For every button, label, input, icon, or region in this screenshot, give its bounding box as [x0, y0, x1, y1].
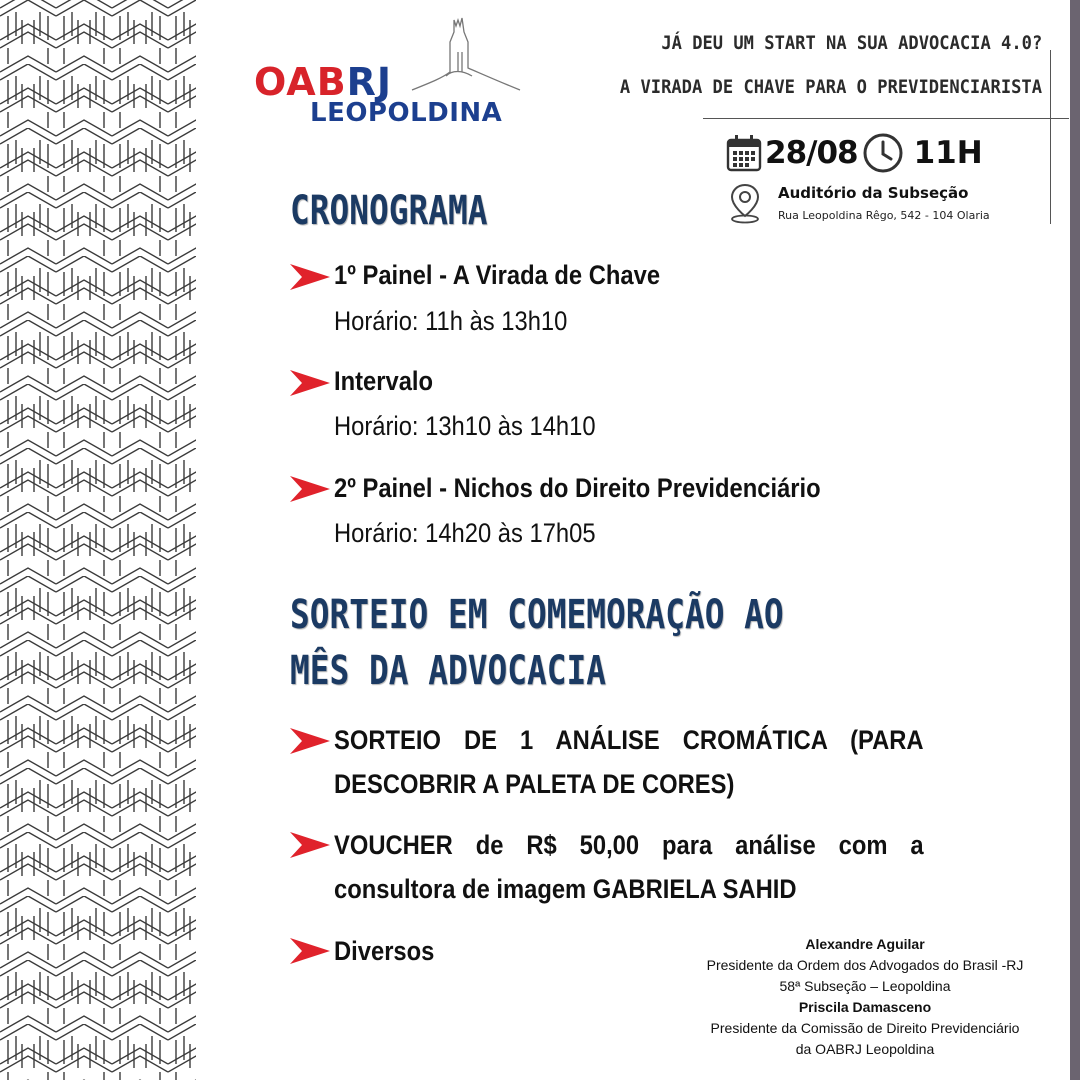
schedule-title: CRONOGRAMA — [290, 188, 488, 234]
clock-icon — [862, 132, 904, 174]
raffle-item-line: SORTEIO DE 1 ANÁLISE CROMÁTICA (PARA — [334, 725, 924, 755]
signer-role: da OABRJ Leopoldina — [795, 1041, 935, 1057]
arrow-bullet-icon — [288, 474, 332, 504]
arrow-bullet-icon — [288, 262, 332, 292]
date-time-row — [726, 132, 983, 174]
arrow-bullet-icon — [288, 936, 332, 966]
logo-subsection-text: LEOPOLDINA — [310, 98, 503, 128]
divider-vertical — [1050, 50, 1051, 224]
church-icon — [402, 12, 522, 92]
venue-address: Rua Leopoldina Rêgo, 542 - 104 Olaria — [778, 209, 990, 222]
logo-oab-text: OABRJ — [254, 60, 393, 104]
schedule-item-time: Horário: 11h às 13h10 — [334, 306, 568, 336]
geometric-pattern — [0, 0, 196, 1080]
raffle-item-line: consultora de imagem GABRIELA SAHID — [334, 874, 797, 904]
schedule-item-time: Horário: 14h20 às 17h05 — [334, 518, 596, 548]
signature-block — [670, 934, 1060, 1060]
schedule-item-title: Intervalo — [334, 366, 434, 396]
raffle-item-line: VOUCHER de R$ 50,00 para análise com a — [334, 830, 924, 860]
raffle-title-line-2: MÊS DA ADVOCACIA — [290, 648, 606, 694]
arrow-bullet-icon — [288, 368, 332, 398]
signer-name: Alexandre Aguilar — [805, 936, 925, 952]
event-date: 28/08 — [765, 135, 858, 171]
raffle-item-line: DESCOBRIR A PALETA DE CORES) — [334, 769, 735, 799]
venue-name: Auditório da Subseção — [778, 184, 969, 202]
signer-role: 58ª Subseção – Leopoldina — [779, 978, 951, 994]
schedule-item-title: 2º Painel - Nichos do Direito Previdenciário — [334, 473, 821, 503]
headline-line-1: JÁ DEU UM START NA SUA ADVOCACIA 4.0? — [661, 32, 1042, 54]
calendar-icon — [726, 134, 762, 172]
raffle-item-line: Diversos — [334, 936, 435, 966]
signer-role: Presidente da Comissão de Direito Previdenciário — [710, 1020, 1020, 1036]
schedule-item-title: 1º Painel - A Virada de Chave — [334, 260, 661, 290]
oabrj-logo — [252, 12, 522, 132]
schedule-item-time: Horário: 13h10 às 14h10 — [334, 411, 596, 441]
event-time: 11H — [913, 135, 983, 171]
raffle-title-line-1: SORTEIO EM COMEMORAÇÃO AO — [290, 592, 784, 638]
location-pin-icon — [728, 182, 762, 224]
divider-horizontal — [703, 118, 1069, 119]
signer-role: Presidente da Ordem dos Advogados do Brasil -RJ — [706, 957, 1024, 973]
signer-name: Priscila Damasceno — [798, 999, 932, 1015]
arrow-bullet-icon — [288, 726, 332, 756]
right-edge-bar — [1070, 0, 1080, 1080]
headline-line-2: A VIRADA DE CHAVE PARA O PREVIDENCIARISTA — [619, 76, 1042, 98]
arrow-bullet-icon — [288, 830, 332, 860]
